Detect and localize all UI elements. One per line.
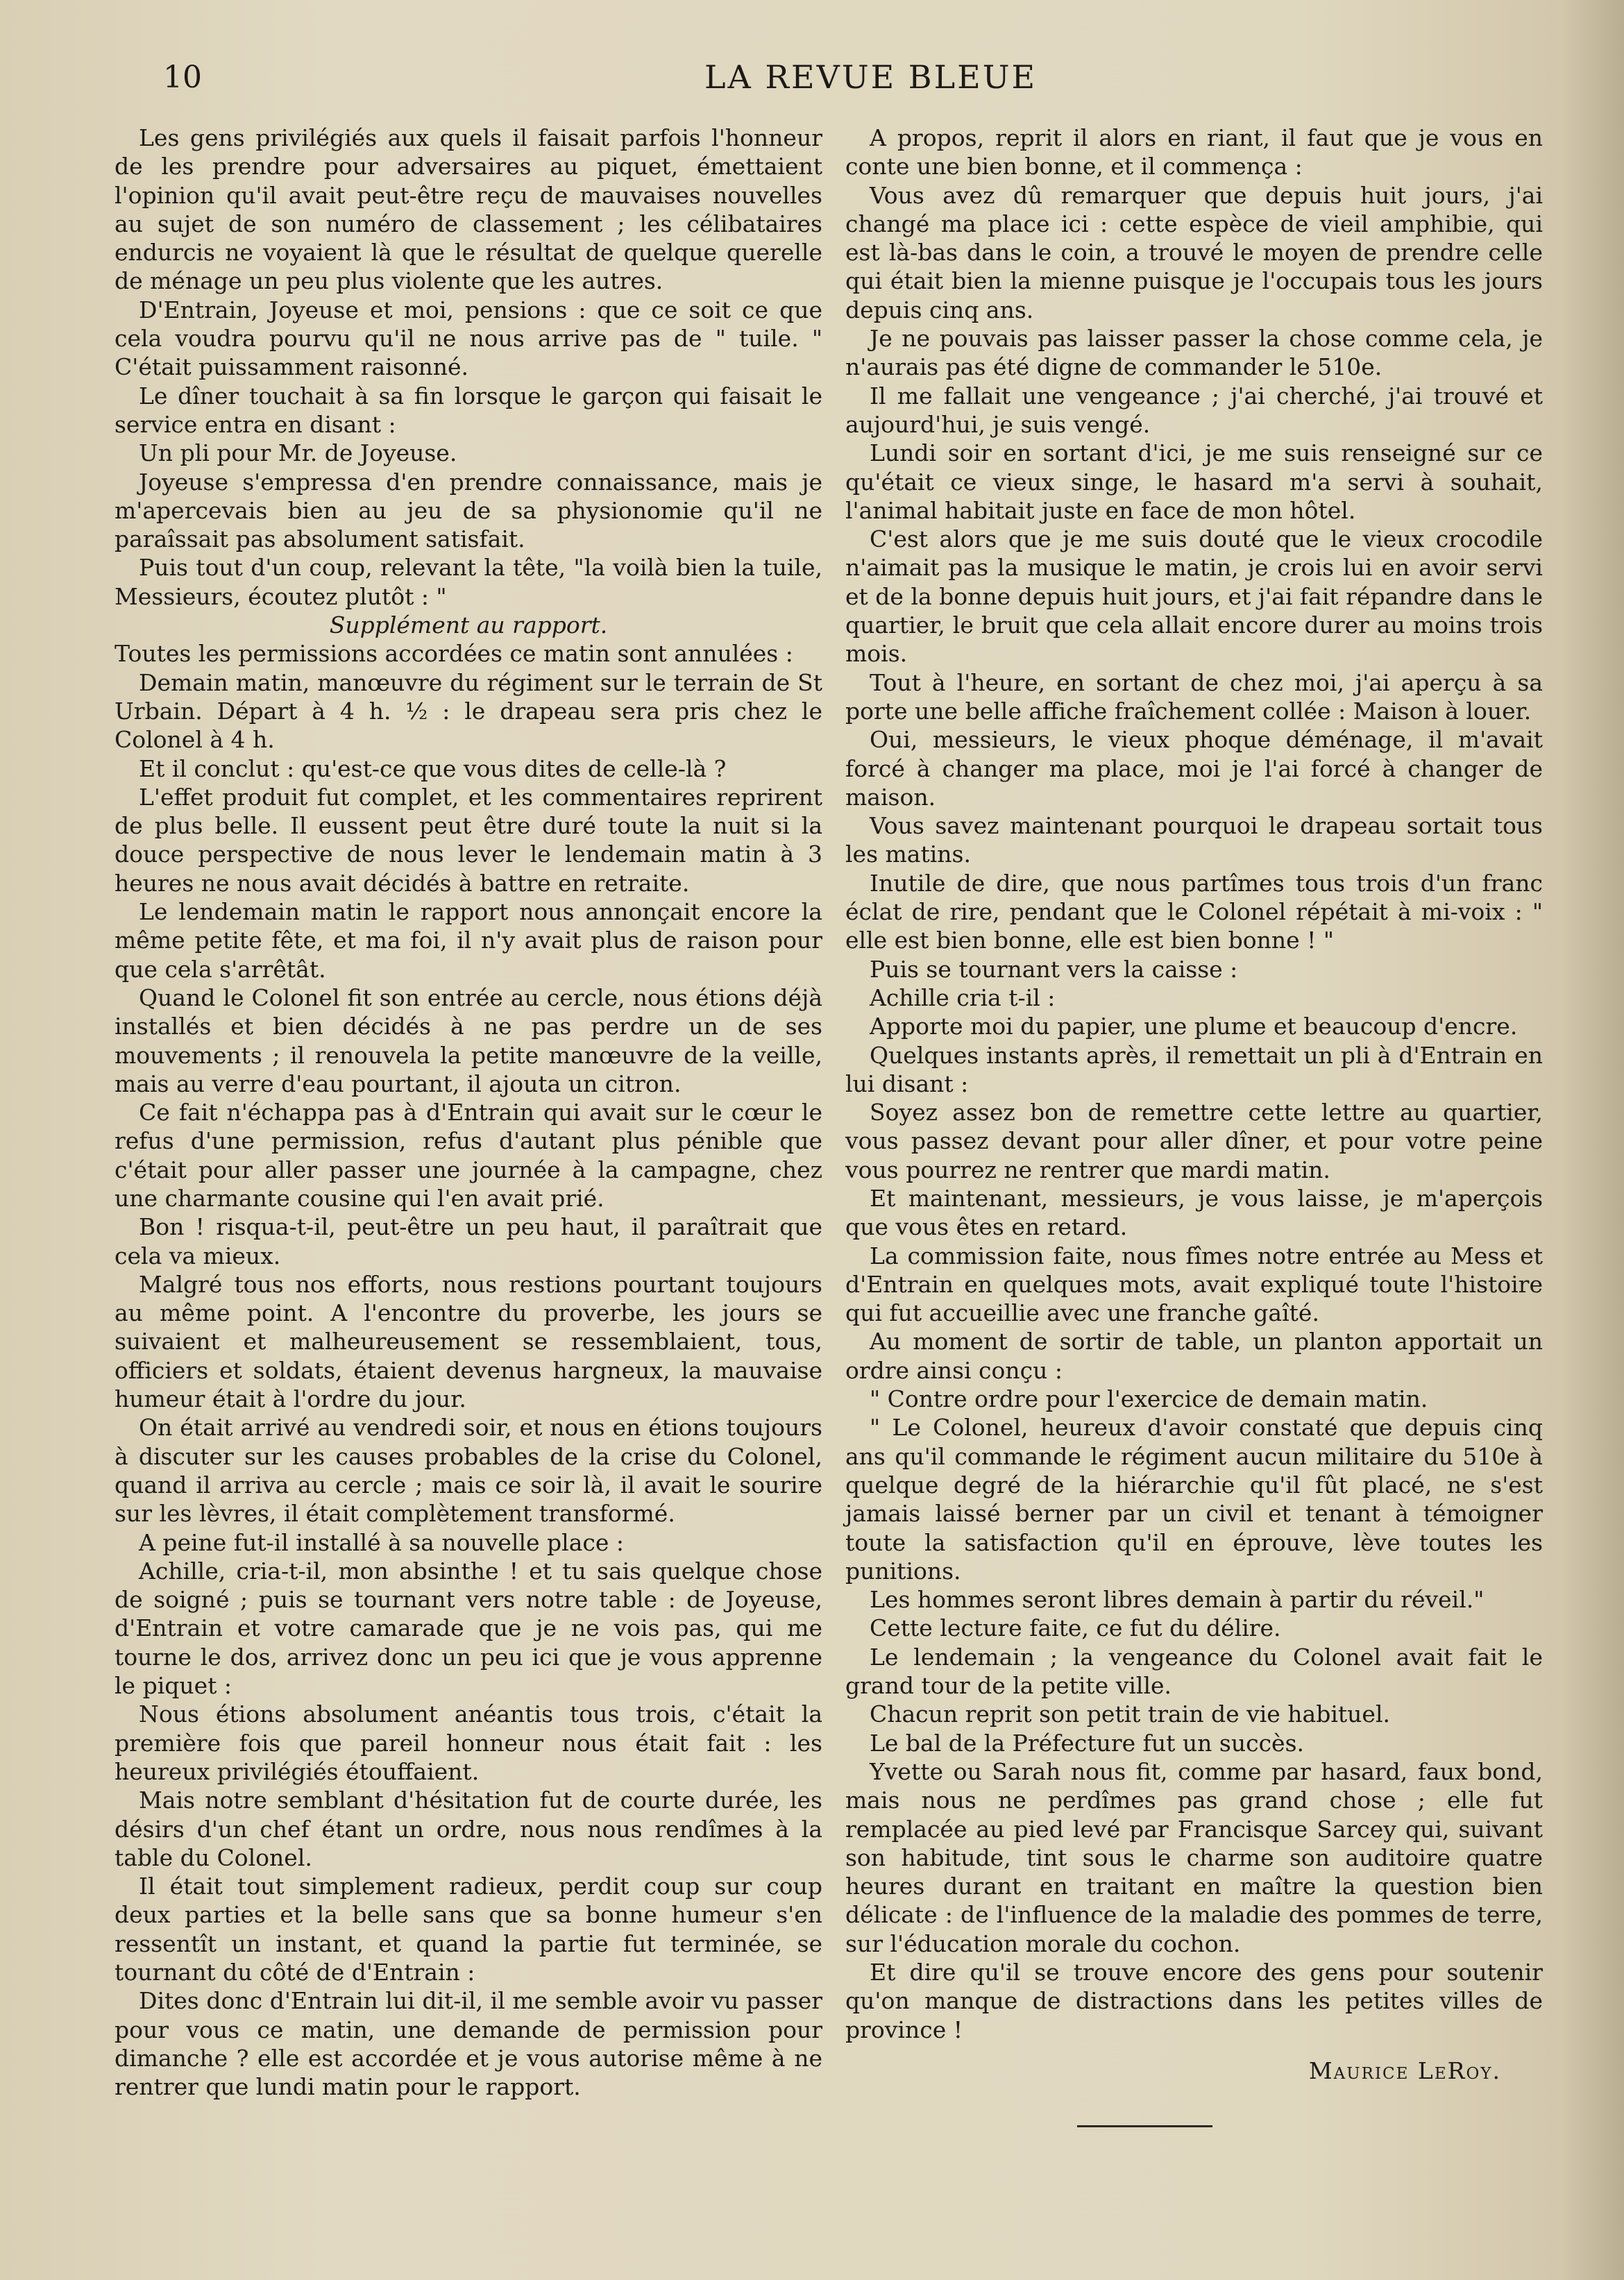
paragraph: Mais notre semblant d'hésitation fut de courte durée, les désirs d'un chef étant un ordre, nous nous rendîmes à la table du Colonel. [115, 1787, 822, 1871]
paragraph: Et dire qu'il se trouve encore des gens pour soutenir qu'on manque de distractions dans les petites villes de province ! [845, 1959, 1543, 2043]
paragraph: Toutes les permissions accordées ce matin sont annulées : [115, 640, 793, 668]
paragraph: Puis se tournant vers la caisse : [870, 955, 1238, 983]
paragraph: Dites donc d'Entrain lui dit-il, il me semble avoir vu passer pour vous ce matin, une demande de permission pour dimanche ? elle est accordée et je vous autorise même à ne rentrer que lundi matin pour le rapport. [115, 1987, 822, 2101]
paragraph: A propos, reprit il alors en riant, il faut que je vous en conte une bien bonne, et il commença : [845, 124, 1543, 180]
paragraph: Et maintenant, messieurs, je vous laisse, je m'aperçois que vous êtes en retard. [845, 1184, 1543, 1241]
paragraph: Cette lecture faite, ce fut du délire. [870, 1614, 1281, 1642]
paragraph: Malgré tous nos efforts, nous restions pourtant toujours au même point. A l'encontre du proverbe, les jours se suivaient et malheureusement se ressemblaient, tous, officiers et soldats, étaient devenus hargneux, la mauvaise humeur était à l'ordre du jour. [115, 1270, 822, 1413]
page-edge-shadow [1562, 0, 1624, 2280]
left-column [115, 124, 822, 2101]
closing-rule [1077, 2125, 1212, 2127]
paragraph: Joyeuse s'empressa d'en prendre connaissance, mais je m'apercevais bien au jeu de sa physionomie qu'il ne paraîssait pas absolument satisfait. [115, 468, 822, 553]
paragraph: Apporte moi du papier, une plume et beaucoup d'encre. [870, 1013, 1518, 1040]
paragraph: " Le Colonel, heureux d'avoir constaté que depuis cinq ans qu'il commande le régiment aucun militaire du 510e à quelque degré de la hiérarchie qu'il fût placé, ne s'est jamais laissé berner par un civil et tenant à témoigner toute la satisfaction qu'il en éprouve, lève toutes les punitions. [845, 1414, 1543, 1585]
paragraph: Bon ! risqua-t-il, peut-être un peu haut, il paraîtrait que cela va mieux. [115, 1213, 822, 1269]
paragraph: Le lendemain ; la vengeance du Colonel avait fait le grand tour de la petite ville. [845, 1643, 1543, 1700]
paragraph: Les hommes seront libres demain à partir du réveil." [870, 1586, 1485, 1614]
paragraph: Et il conclut : qu'est-ce que vous dites de celle-là ? [139, 754, 727, 782]
paragraph: Je ne pouvais pas laisser passer la chose comme cela, je n'aurais pas été digne de commander le 510e. [845, 325, 1543, 381]
paragraph: Le lendemain matin le rapport nous annonçait encore la même petite fête, et ma foi, il n'y avait plus de raison pour que cela s'arrêtât. [115, 898, 822, 983]
paragraph: Oui, messieurs, le vieux phoque déménage, il m'avait forcé à changer ma place, moi je l'ai forcé à changer de maison. [845, 726, 1543, 811]
paragraph: Le bal de la Préfecture fut un succès. [870, 1729, 1305, 1757]
paragraph: Vous savez maintenant pourquoi le drapeau sortait tous les matins. [845, 812, 1543, 868]
paragraph: Vous avez dû remarquer que depuis huit jours, j'ai changé ma place ici : cette espèce de vieil amphibie, qui est là-bas dans le coin, a trouvé le moyen de prendre celle qui était bien la mienne puisque je l'occupais tous les jours depuis cinq ans. [845, 181, 1543, 323]
paragraph: Chacun reprit son petit train de vie habituel. [870, 1700, 1390, 1728]
paragraph: Ce fait n'échappa pas à d'Entrain qui avait sur le cœur le refus d'une permission, refus d'autant plus pénible que c'était pour aller passer une journée à la campagne, chez une charmante cousine qui l'en avait prié. [115, 1099, 822, 1212]
paragraph: Le dîner touchait à sa fin lorsque le garçon qui faisait le service entra en disant : [115, 382, 822, 438]
paragraph: Il me fallait une vengeance ; j'ai cherché, j'ai trouvé et aujourd'hui, je suis vengé. [845, 382, 1543, 438]
paragraph: On était arrivé au vendredi soir, et nous en étions toujours à discuter sur les causes probables de la crise du Colonel, quand il arriva au cercle ; mais ce soir là, il avait le sourire sur les lèvres, il était complètement transformé. [115, 1414, 822, 1528]
paragraph: Achille, cria-t-il, mon absinthe ! et tu sais quelque chose de soigné ; puis se tournant vers notre table : de Joyeuse, d'Entrain et votre camarade que je ne vois pas, qui me tourne le dos, arrivez donc un peu ici que je vous apprenne le piquet : [115, 1557, 822, 1700]
paragraph: " Contre ordre pour l'exercice de demain matin. [870, 1385, 1428, 1413]
page-number: 10 [163, 60, 202, 95]
paragraph: Yvette ou Sarah nous fit, comme par hasard, faux bond, mais nous ne perdîmes pas grand chose ; elle fut remplacée au pied levé par Francisque Sarcey qui, suivant son habitude, tint sous le charme son auditoire quatre heures durant en traitant en maître la question bien délicate : de l'influence de la maladie des pommes de terre, sur l'éducation morale du cochon. [845, 1757, 1543, 1957]
paragraph: Soyez assez bon de remettre cette lettre au quartier, vous passez devant pour aller dîner, et pour votre peine vous pourrez ne rentrer que mardi matin. [845, 1099, 1543, 1183]
paragraph: Puis tout d'un coup, relevant la tête, "la voilà bien la tuile, Messieurs, écoutez plutôt : " [115, 554, 822, 610]
author-signature: Maurice LeRoy. [1308, 2057, 1501, 2084]
paragraph: Il était tout simplement radieux, perdit coup sur coup deux parties et la belle sans que sa bonne humeur s'en ressentît un instant, et quand la partie fut terminée, se tournant du côté de d'Entrain : [115, 1873, 822, 1986]
right-column [845, 124, 1543, 2085]
paragraph: Nous étions absolument anéantis tous trois, c'était la première fois que pareil honneur nous était fait : les heureux privilégiés étouffaient. [115, 1700, 822, 1785]
paragraph: Quelques instants après, il remettait un pli à d'Entrain en lui disant : [845, 1041, 1543, 1097]
paragraph: Un pli pour Mr. de Joyeuse. [139, 439, 457, 467]
running-title: LA REVUE BLEUE [704, 58, 1038, 96]
paragraph: Lundi soir en sortant d'ici, je me suis renseigné sur ce qu'était ce vieux singe, le hasard m'a servi à souhait, l'animal habitait juste en face de mon hôtel. [845, 439, 1543, 524]
paragraph: Tout à l'heure, en sortant de chez moi, j'ai aperçu à sa porte une belle affiche fraîchement collée : Maison à louer. [845, 668, 1543, 725]
paragraph: Au moment de sortir de table, un planton apportait un ordre ainsi conçu : [845, 1328, 1543, 1384]
section-heading: Supplément au rapport. [329, 611, 608, 639]
paragraph: Les gens privilégiés aux quels il faisait parfois l'honneur de les prendre pour adversaires au piquet, émettaient l'opinion qu'il avait peut-être reçu de mauvaises nouvelles au sujet de son numéro de classement ; les célibataires endurcis ne voyaient là que le résultat de quelque querelle de ménage un peu plus violente que les autres. [115, 124, 822, 295]
paragraph: A peine fut-il installé à sa nouvelle place : [139, 1528, 624, 1556]
paragraph: Demain matin, manœuvre du régiment sur le terrain de St Urbain. Départ à 4 h. ½ : le drapeau sera pris chez le Colonel à 4 h. [115, 668, 822, 754]
paragraph: Achille cria t-il : [870, 983, 1056, 1011]
paragraph: L'effet produit fut complet, et les commentaires reprirent de plus belle. Il eussent peut être duré toute la nuit si la douce perspective de nous lever le lendemain matin à 3 heures ne nous avait décidés à battre en retraite. [115, 783, 822, 897]
page-header [163, 54, 1551, 103]
paragraph: C'est alors que je me suis douté que le vieux crocodile n'aimait pas la musique le matin, je crois lui en avoir servi et de la bonne depuis huit jours, et j'ai fait répandre dans le quartier, le bruit que cela allait encore durer au moins trois mois. [845, 525, 1543, 668]
paragraph: Quand le Colonel fit son entrée au cercle, nous étions déjà installés et bien décidés à ne pas perdre un de ses mouvements ; il renouvela la petite manœuvre de la veille, mais au verre d'eau pourtant, il ajouta un citron. [115, 983, 822, 1097]
paragraph: Inutile de dire, que nous partîmes tous trois d'un franc éclat de rire, pendant que le Colonel répétait à mi-voix : " elle est bien bonne, elle est bien bonne ! " [845, 869, 1543, 954]
paragraph: D'Entrain, Joyeuse et moi, pensions : que ce soit ce que cela voudra pourvu qu'il ne nous arrive pas de " tuile. " C'était puissamment raisonné. [115, 296, 822, 381]
paragraph: La commission faite, nous fîmes notre entrée au Mess et d'Entrain en quelques mots, avait expliqué toute l'histoire qui fut accueillie avec une franche gaîté. [845, 1242, 1543, 1327]
